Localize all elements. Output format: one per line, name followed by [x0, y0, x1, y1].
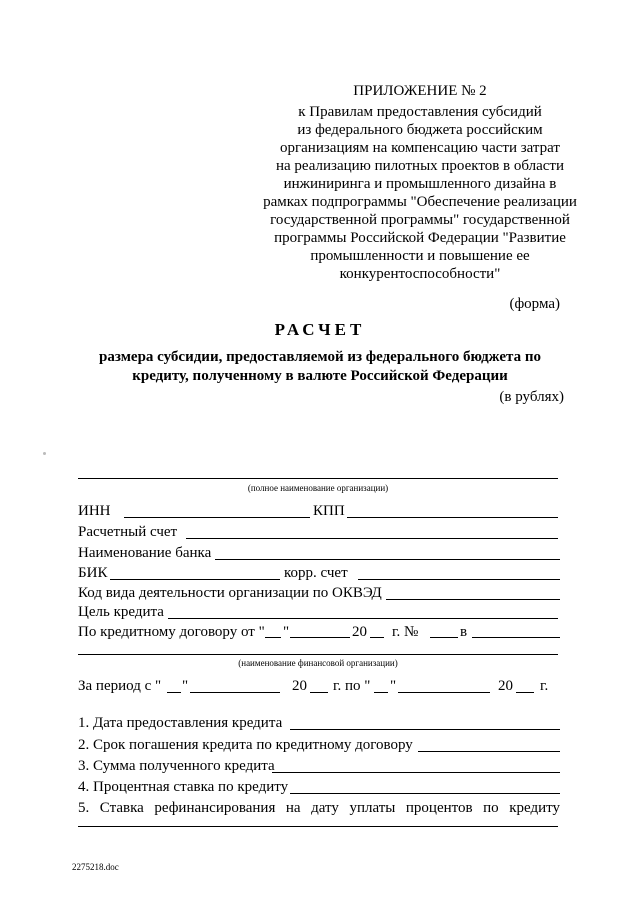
appendix-line: из федерального бюджета российским	[297, 122, 543, 138]
contract-quote: "	[283, 624, 290, 640]
item-3-field[interactable]	[272, 772, 560, 773]
contract-prefix: По кредитному договору от "	[78, 624, 265, 640]
period-year-prefix: 20	[498, 678, 513, 694]
contract-bank-field[interactable]	[472, 637, 560, 638]
appendix-line: к Правилам предоставления субсидий	[298, 104, 542, 120]
item-2-label: 2. Срок погашения кредита по кредитному договору	[78, 737, 413, 753]
item-5-word: дату	[311, 800, 339, 816]
calc-subtitle-line: кредиту, полученному в валюте Российской Федерации	[132, 368, 508, 384]
period-month-to[interactable]	[398, 692, 490, 693]
item-5-word: на	[285, 800, 301, 816]
kpp-field[interactable]	[347, 517, 558, 518]
account-field[interactable]	[186, 538, 558, 539]
appendix-header	[230, 82, 610, 283]
item-2-field[interactable]	[418, 751, 560, 752]
appendix-line: государственной программы" государственной	[270, 212, 570, 228]
inn-label: ИНН	[78, 503, 111, 519]
okved-field[interactable]	[386, 599, 560, 600]
okved-label: Код вида деятельности организации по ОКВЭД	[78, 585, 382, 601]
contract-number-label: г. №	[392, 624, 419, 640]
purpose-label: Цель кредита	[78, 604, 164, 620]
inn-field[interactable]	[124, 517, 310, 518]
fin-org-caption: (наименование финансовой организации)	[238, 658, 398, 668]
footer-filename: 2275218.doc	[72, 862, 119, 872]
contract-year-field[interactable]	[370, 637, 384, 638]
item-5-word: Ставка	[99, 800, 144, 816]
contract-year-prefix: 20	[352, 624, 367, 640]
appendix-line: промышленности и повышение ее	[310, 248, 530, 264]
period-month-from[interactable]	[190, 692, 280, 693]
period-year-to[interactable]	[516, 692, 534, 693]
appendix-line: инжиниринга и промышленного дизайна в	[283, 176, 557, 192]
item-5-field[interactable]	[78, 826, 558, 827]
item-5-word: по	[483, 800, 499, 816]
period-year-suffix: г.	[540, 678, 549, 694]
scan-artifact	[43, 452, 46, 455]
form-label: (форма)	[509, 296, 560, 312]
calc-subtitle-line: размера субсидии, предоставляемой из федерального бюджета по	[99, 349, 541, 365]
period-day-to[interactable]	[374, 692, 388, 693]
fin-org-field[interactable]	[78, 654, 558, 655]
corr-label: корр. счет	[284, 565, 348, 581]
contract-day-field[interactable]	[265, 637, 281, 638]
bik-field[interactable]	[110, 579, 280, 580]
item-1-label: 1. Дата предоставления кредита	[78, 715, 283, 731]
appendix-line: программы Российской Федерации "Развитие	[274, 230, 566, 246]
bank-field[interactable]	[215, 559, 560, 560]
bik-label: БИК	[78, 565, 108, 581]
bank-label: Наименование банка	[78, 545, 212, 561]
contract-number-field[interactable]	[430, 637, 458, 638]
purpose-field[interactable]	[168, 618, 558, 619]
item-5-word: рефинансирования	[154, 800, 276, 816]
item-3-label: 3. Сумма полученного кредита	[78, 758, 275, 774]
contract-month-field[interactable]	[290, 637, 350, 638]
appendix-line: конкурентоспособности"	[339, 266, 501, 282]
item-4-label: 4. Процентная ставка по кредиту	[78, 779, 289, 795]
period-prefix: За период с "	[78, 678, 162, 694]
item-5-word: кредиту	[509, 800, 560, 816]
period-year-prefix: 20	[292, 678, 307, 694]
calc-title: РАСЧЕТ	[274, 320, 366, 339]
corr-field[interactable]	[358, 579, 560, 580]
item-5-label	[78, 800, 560, 817]
item-5-word: процентов	[405, 800, 473, 816]
account-label: Расчетный счет	[78, 524, 178, 540]
period-quote: "	[182, 678, 189, 694]
kpp-label: КПП	[313, 503, 345, 519]
period-quote: "	[390, 678, 397, 694]
appendix-line: организациям на компенсацию части затрат	[280, 140, 560, 156]
calc-subtitle	[80, 348, 560, 386]
period-day-from[interactable]	[167, 692, 181, 693]
period-to-label: г. по "	[333, 678, 371, 694]
item-5-word: 5.	[78, 800, 90, 816]
org-name-caption: (полное наименование организации)	[247, 483, 389, 493]
period-year-from[interactable]	[310, 692, 328, 693]
appendix-title: ПРИЛОЖЕНИЕ № 2	[353, 83, 487, 99]
org-name-field[interactable]	[78, 478, 558, 479]
item-5-word: уплаты	[349, 800, 396, 816]
item-4-field[interactable]	[290, 793, 560, 794]
appendix-line: рамках подпрограммы "Обеспечение реализации	[263, 194, 577, 210]
item-1-field[interactable]	[290, 729, 560, 730]
appendix-line: на реализацию пилотных проектов в области	[275, 158, 565, 174]
units-label: (в рублях)	[499, 389, 564, 405]
contract-in-label: в	[460, 624, 468, 640]
